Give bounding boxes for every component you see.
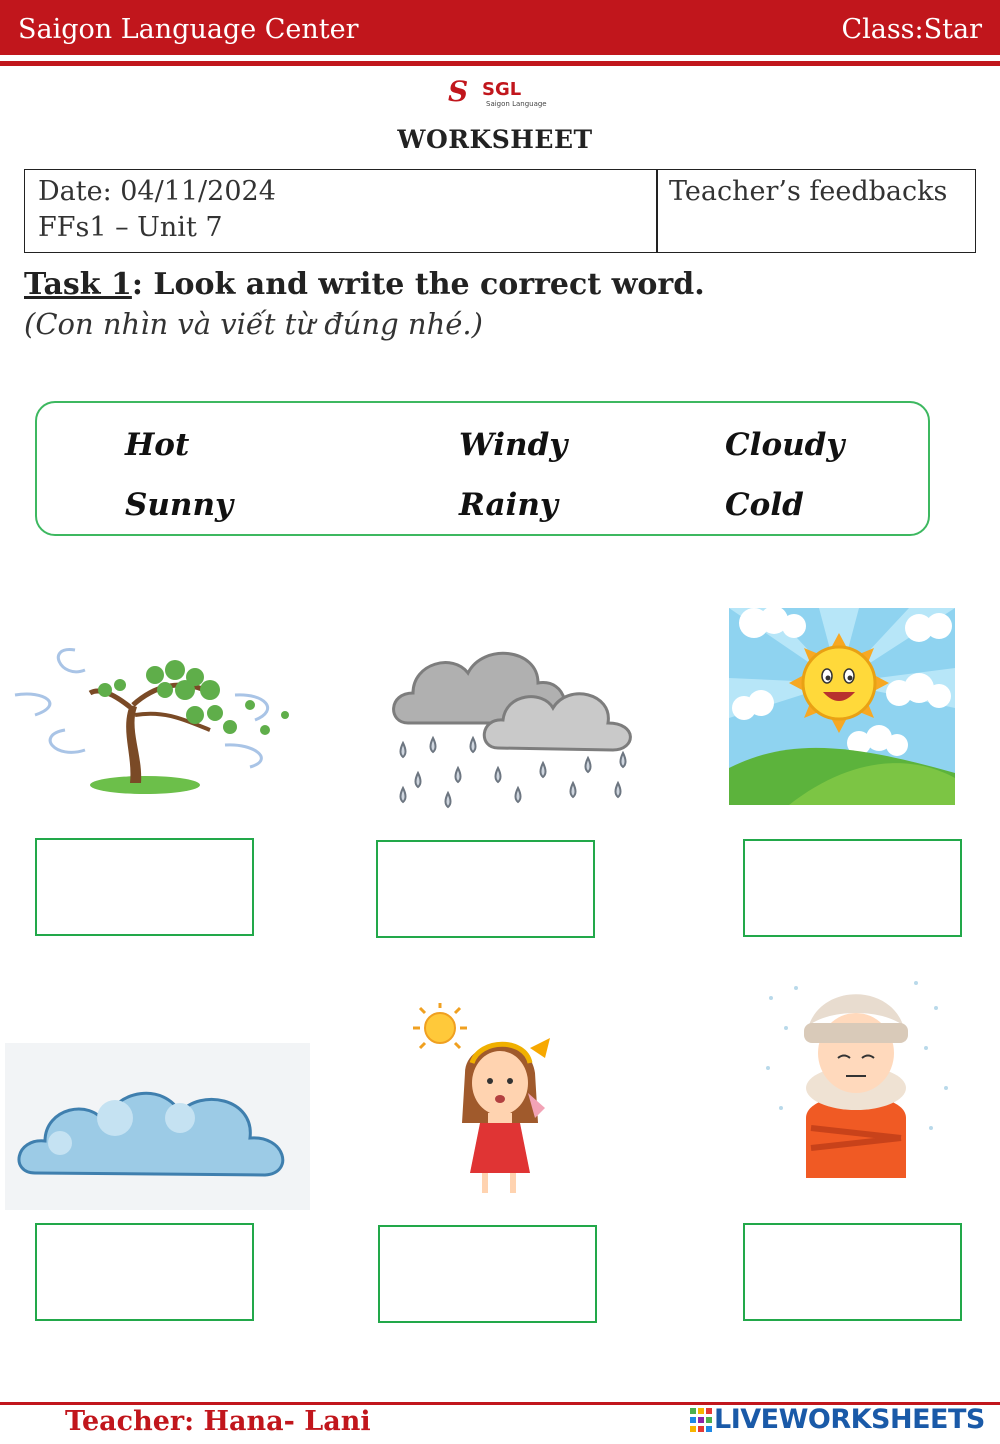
task-heading xyxy=(24,267,705,302)
answer-box[interactable] xyxy=(376,840,595,938)
word-bank-item: Rainy xyxy=(459,487,558,523)
worksheet-title: WORKSHEET xyxy=(397,125,593,154)
logo-mark: S xyxy=(448,75,469,108)
answer-box[interactable] xyxy=(378,1225,597,1323)
sunny-landscape-icon xyxy=(729,608,955,805)
answer-box[interactable] xyxy=(743,839,962,937)
rain-clouds-icon xyxy=(388,638,646,813)
feedback-label: Teacher’s feedbacks xyxy=(669,176,948,207)
task-translation: (Con nhìn và viết từ đúng nhé.) xyxy=(24,307,483,341)
unit-text: FFs1 – Unit 7 xyxy=(38,212,223,243)
logo-name: SGL xyxy=(482,79,522,100)
task-instruction: : Look and write the correct word. xyxy=(131,267,705,302)
word-bank-item: Cloudy xyxy=(725,427,845,463)
liveworksheets-brand: LIVEWORKSHEETS xyxy=(714,1404,985,1435)
sgl-logo xyxy=(448,75,548,112)
word-bank xyxy=(35,401,930,536)
teacher-name: Teacher: Hana- Lani xyxy=(65,1406,371,1437)
answer-box[interactable] xyxy=(743,1223,962,1321)
answer-box[interactable] xyxy=(35,1223,254,1321)
liveworksheets-grid-icon xyxy=(690,1408,712,1434)
word-bank-item: Cold xyxy=(725,487,804,523)
center-name: Saigon Language Center xyxy=(18,14,359,45)
cold-boy-icon xyxy=(756,968,956,1183)
class-label: Class:Star xyxy=(841,14,982,45)
word-bank-item: Windy xyxy=(459,427,568,463)
answer-box[interactable] xyxy=(35,838,254,936)
word-bank-item: Sunny xyxy=(125,487,234,523)
task-number: Task 1 xyxy=(24,267,132,302)
cloud-icon xyxy=(5,1043,310,1210)
logo-tagline: Saigon Language xyxy=(486,100,547,108)
word-bank-item: Hot xyxy=(125,427,190,463)
hot-girl-icon xyxy=(410,1003,570,1198)
windy-tree-icon xyxy=(5,635,315,805)
date-text: Date: 04/11/2024 xyxy=(38,176,276,207)
header-bar xyxy=(0,0,1000,55)
info-table xyxy=(24,169,976,253)
header-divider xyxy=(0,61,1000,66)
table-divider xyxy=(656,170,658,252)
